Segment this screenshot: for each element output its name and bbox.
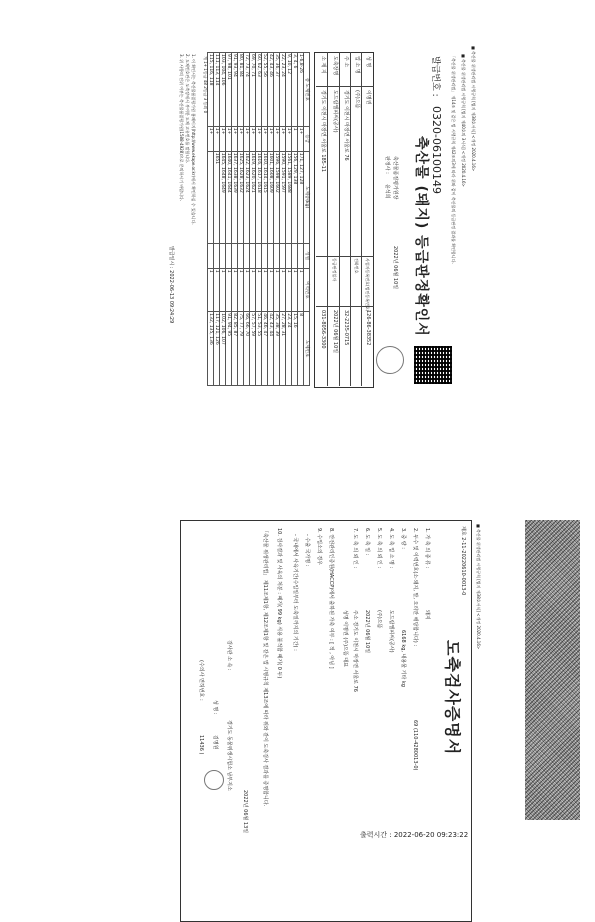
table-cell: 1 xyxy=(292,126,298,151)
col-header: 도체중(kg) xyxy=(304,151,310,243)
table-cell xyxy=(220,243,226,268)
inspector-name: 김명원 xyxy=(212,735,218,750)
table-cell: 3, 4, 6 xyxy=(292,53,298,127)
table-cell: 1 xyxy=(238,268,244,312)
table-cell: 171, 127, 128 xyxy=(298,151,304,243)
col-header: 도체번호 xyxy=(304,312,310,386)
table-cell: 1616, 1617, 1618 xyxy=(256,151,262,243)
table-cell xyxy=(298,243,304,268)
slaughter-top-note: ■ 축산물 위생관리법 시행규칙 [별지 제38호서식] <개정 2020.4.16> xyxy=(471,46,476,172)
table-cell: 1+ xyxy=(244,126,250,151)
grade-signer-role: 축산물품질평가원장 xyxy=(392,156,398,200)
table-cell: 1+ xyxy=(214,126,220,151)
row0-label2: 사업자등록번호(법인등록번호) xyxy=(365,258,370,312)
table-cell: 22, 23, 24 xyxy=(280,53,286,127)
table-cell: 102, 106, 107 xyxy=(220,312,226,386)
row0-label: 성 명 xyxy=(365,56,371,68)
table-cell: 9, 10, 12 xyxy=(286,53,292,127)
judge-label: 판정사 : xyxy=(384,156,390,174)
slaughter-cert-body xyxy=(172,520,481,920)
footnote-1: 1. 이 확인서는 축산물품질평가원 홈페이지(http://www.ekape.or.kr)에서 확인하실 수 있습니다. xyxy=(191,54,196,225)
table-cell: 111, 113, 114 xyxy=(214,53,220,127)
table-row xyxy=(214,53,220,386)
table-cell: 1625, 1628, 1632 xyxy=(238,151,244,243)
item1-label: 1. 가 축 의 종 류 : xyxy=(424,528,430,569)
table-cell xyxy=(226,243,232,268)
table-cell: 1+ xyxy=(238,126,244,151)
item8-haccp: 8. 안전관리인증원(HACCP)에서 출하된 가축 여부 : [ 적 , 아님 ] xyxy=(328,528,334,669)
qr-code-icon xyxy=(414,346,452,384)
table-cell: 1 xyxy=(268,268,274,312)
table-row xyxy=(232,53,238,386)
table-cell: 1596, 1598, 1602 xyxy=(274,151,280,243)
table-cell: 1+ xyxy=(250,126,256,151)
print-time: 출력시간 : 2022-06-20 09:23:22 xyxy=(360,831,469,839)
table-row xyxy=(298,53,304,386)
table-cell: 1+ xyxy=(256,126,262,151)
license-label: (수의사 면허번호 : xyxy=(198,660,204,701)
slaughter-cert-no: 제호 2-11-20220610-0013-0 xyxy=(460,526,466,596)
slaughter-date: 2022년 06월 13일 xyxy=(242,790,248,834)
official-seal-icon xyxy=(376,346,404,374)
judge-name: 윤석희 xyxy=(384,184,390,199)
table-cell: 75, 77, 79 xyxy=(238,312,244,386)
slaughter-note: ■ 축산물 위생관리법 시행규칙 [별지 제38호서식] <개정 2020.4.16> xyxy=(476,524,481,650)
table-cell: 35, 36, 37 xyxy=(274,53,280,127)
table-cell: 1 xyxy=(274,268,280,312)
table-cell: 1 xyxy=(232,268,238,312)
grade-table-header xyxy=(304,53,310,386)
row1-value: (주)으뜸 xyxy=(354,90,360,109)
grade-table xyxy=(207,52,310,386)
item5-value: (주)으뜸 xyxy=(376,610,382,629)
col-header: 이력번호 xyxy=(304,268,310,312)
table-cell xyxy=(268,243,274,268)
col-header: 성별 xyxy=(304,243,310,268)
table-row xyxy=(244,53,250,386)
table-cell: 1+ xyxy=(226,126,232,151)
row3-value: 도드람엘피씨(공사) xyxy=(332,90,338,133)
table-cell: 1+ xyxy=(274,126,280,151)
item3-label: 3. 중 량 : xyxy=(400,528,406,549)
table-cell: 1+ xyxy=(298,126,304,151)
scan-noise-strip xyxy=(525,520,580,820)
item9a: - 수출 국가명 : xyxy=(304,534,310,567)
table-cell: 1640, 1641, 1644 xyxy=(226,151,232,243)
row0-value: 이명권 xyxy=(365,90,371,105)
table-cell xyxy=(274,243,280,268)
item1-value: 돼지 xyxy=(424,610,430,620)
item2-value: 69 (110-4280013-0) xyxy=(412,720,418,771)
table-cell: 1 xyxy=(262,268,268,312)
row3-label: 도축장명 xyxy=(332,56,338,76)
row4-value: 경기도 이천시 마장면 서울로 185-11 xyxy=(320,90,326,173)
table-row xyxy=(274,53,280,386)
table-cell xyxy=(208,243,214,268)
table-cell: 1622, 1623, 1624 xyxy=(244,151,250,243)
table-cell xyxy=(232,243,238,268)
table-cell: 66, 66, 70 xyxy=(244,312,250,386)
slaughter-body: 「축산물 위생관리법」 제11조제1항, 제12조제1항 및 같은 법 시행규칙 제13조에 따라 위와 같이 도축검사 결과를 증명합니다. xyxy=(262,528,268,807)
table-cell: 1-6,8-26 xyxy=(298,53,304,127)
row3-label2: 등급판정일자 xyxy=(332,258,337,282)
grade-notice: 「축산물 위생관리법」 제14조 및 같은 법 시행규칙 제42조의3에 따라 위와 같이 축산물의 등급판정 결과를 확인합니다. xyxy=(451,54,456,264)
table-cell: 23, 24 xyxy=(286,312,292,386)
table-cell: 8 xyxy=(298,312,304,386)
table-cell: 1 xyxy=(256,268,262,312)
table-cell: 35, 38, 39 xyxy=(274,312,280,386)
table-cell: 1601, 1608, 1609 xyxy=(268,151,274,243)
table-row xyxy=(238,53,244,386)
item9: 9. 수입소의 경우 xyxy=(316,528,322,565)
table-cell: 80, 81, 84 xyxy=(238,53,244,127)
table-cell xyxy=(286,243,292,268)
item7-value: 주소 경기도 이천시 마장면 서울로 76 xyxy=(352,610,358,692)
table-cell: 1+ xyxy=(262,126,268,151)
table-cell xyxy=(238,243,244,268)
issue-no-label: 발급번호 : xyxy=(430,56,440,97)
table-cell: 115, 116, 118 xyxy=(208,53,214,127)
table-cell: 69, 70, 71 xyxy=(250,53,256,127)
table-cell: 51, 53, 55 xyxy=(256,312,262,386)
row0-value2: 126-86-38352 xyxy=(365,310,371,346)
table-cell: 46, 46, 47 xyxy=(262,312,268,386)
grade-total-row: 계 1+ 1등급 48 2등급 3 등외 0 xyxy=(203,56,208,114)
row1-label2: 전화번호 xyxy=(354,258,359,274)
table-cell xyxy=(244,243,250,268)
row3-value2: 2022년 06월 10일 xyxy=(332,310,338,354)
grade-top-note: ■ 축산물 위생관리법 시행규칙 [별지 제40호의 3서식] <개정 2020.4.16> xyxy=(461,54,466,187)
table-cell: 1651 xyxy=(214,151,220,243)
table-cell: 1637, 1638, 1639 xyxy=(232,151,238,243)
item6-value: 2022년 06월 10일 xyxy=(364,610,370,654)
issue-no: 0320-06100149 xyxy=(430,106,443,194)
table-cell: 1561, 1589, 1688 xyxy=(286,151,292,243)
table-cell: 1590, 1591, 1597 xyxy=(280,151,286,243)
table-cell: 1645, 1648, 1649 xyxy=(220,151,226,243)
license-no: 11436 ) xyxy=(198,735,204,755)
table-cell: 1 xyxy=(220,268,226,312)
table-cell: 27, 28, 31 xyxy=(280,312,286,386)
table-cell: 1 xyxy=(298,268,304,312)
row2-label: 주 소 xyxy=(343,56,349,68)
table-row xyxy=(292,53,298,386)
item5-label: 5. 도 축 의 뢰 인 : xyxy=(376,528,382,569)
table-row xyxy=(208,53,214,386)
grade-date: 2022년 06월 10일 xyxy=(392,246,398,290)
table-cell: 1 xyxy=(214,268,220,312)
table-cell: 57, 57, 59 xyxy=(250,312,256,386)
table-cell: 82, 85, 87 xyxy=(232,312,238,386)
row4-value2: 031-8056-3300 xyxy=(320,310,326,349)
slaughter-title: 도축검사증명서 xyxy=(443,640,462,756)
table-cell: 91, 93, 94 xyxy=(232,53,238,127)
table-cell xyxy=(262,243,268,268)
col-header: 총 도체번호 xyxy=(304,53,310,127)
table-cell: 1 xyxy=(292,268,298,312)
table-cell: 42, 43, 46 xyxy=(268,53,274,127)
item4-value: 도드람엘피씨(공사) xyxy=(388,610,394,653)
item9b: - 국내에서 사육기간(수입일부터 도축일까지의 기간) : xyxy=(292,534,298,651)
item3-value: 6168 kg, 내용물 기타 kg xyxy=(400,630,406,687)
table-cell: 72, 73, 74 xyxy=(244,53,250,127)
item2-label: 2. 두수 및 이력번호(소·돼지, 말, 오리만 해당합니다) : xyxy=(412,528,418,647)
footnote-2: 2. 도체번호란은 도축장에서 부여한 도체 고유번호를 말합니다. xyxy=(185,54,190,164)
table-cell: 1 xyxy=(280,268,286,312)
footnote-3: 3. 위 사항의 진위 여부는 축산물품질평가원(1588-4928)으로 문의하시기 바랍니다. xyxy=(179,54,184,202)
table-row xyxy=(220,53,226,386)
table-cell: 1 xyxy=(244,268,250,312)
table-row xyxy=(280,53,286,386)
office-value: 경기도 동물위생시험소 남부지소 xyxy=(226,720,232,791)
table-cell: 132, 135, 136 xyxy=(208,312,214,386)
table-cell: 103, 104, 106 xyxy=(220,53,226,127)
item4-label: 4. 도 축 업 소 명 : xyxy=(388,528,394,569)
office-label: 검사관 소 속 : xyxy=(226,640,232,671)
inspector-name-label: 성 명 : xyxy=(212,700,218,715)
row2-value2: 32-2235-0715 xyxy=(343,310,349,346)
table-row xyxy=(268,53,274,386)
table-cell: 1+ xyxy=(220,126,226,151)
item7-name: 성명 이명권 (주)으뜸 대표 xyxy=(342,610,348,667)
item7-label: 7. 도 축 의 뢰 인 : xyxy=(352,528,358,569)
row2-value: 경기도 이천시 마장면 서울로 76 xyxy=(343,90,349,161)
table-cell: 52, 55, 56 xyxy=(262,53,268,127)
table-cell: 60, 62, 63 xyxy=(256,53,262,127)
table-cell: 117, 121, 126 xyxy=(214,312,220,386)
table-cell xyxy=(256,243,262,268)
table-cell xyxy=(214,243,220,268)
inspector-seal-icon xyxy=(204,770,224,790)
table-cell: 1619, 1620, 1621 xyxy=(250,151,256,243)
table-cell: 156, 129, 138 xyxy=(292,151,298,243)
slaughter-border xyxy=(180,520,472,922)
table-row xyxy=(286,53,292,386)
table-cell xyxy=(292,243,298,268)
table-cell: 1+ xyxy=(208,126,214,151)
col-header: 등급 xyxy=(304,126,310,151)
table-cell: 1 xyxy=(250,268,256,312)
grade-certificate xyxy=(25,46,470,391)
item10: 10. 검사결과 및 사육의 처분 : 폐기( 99 kg) 식용 불적합 폐기( 0 두) xyxy=(276,528,282,679)
table-cell: 42, 43, 44 xyxy=(268,312,274,386)
table-row xyxy=(226,53,232,386)
issued-note: 발급일시 : 2022-06-13 09:24:29 xyxy=(168,246,174,324)
table-cell xyxy=(250,243,256,268)
grade-title: 축산물 (돼지) 등급판정확인서 xyxy=(413,136,429,337)
table-cell: 91, 94, 95 xyxy=(226,312,232,386)
table-cell: 1 xyxy=(208,268,214,312)
row4-label: 소 재 지 xyxy=(320,56,326,74)
item6-label: 6. 도 축 일 : xyxy=(364,528,370,556)
table-cell xyxy=(208,151,214,243)
table-cell: 15, 16 xyxy=(292,312,298,386)
table-cell: 1 xyxy=(286,268,292,312)
table-cell: 1+ xyxy=(280,126,286,151)
table-row xyxy=(256,53,262,386)
table-row xyxy=(262,53,268,386)
row1-label: 업 소 명 xyxy=(354,56,360,74)
table-cell: 1+ xyxy=(232,126,238,151)
table-cell: 97, 98, 101 xyxy=(226,53,232,127)
table-cell: 1+ xyxy=(286,126,292,151)
table-cell: 1+ xyxy=(268,126,274,151)
table-cell: 1 xyxy=(226,268,232,312)
table-cell: 1610, 1614, 1615 xyxy=(262,151,268,243)
table-row xyxy=(250,53,256,386)
table-cell xyxy=(280,243,286,268)
